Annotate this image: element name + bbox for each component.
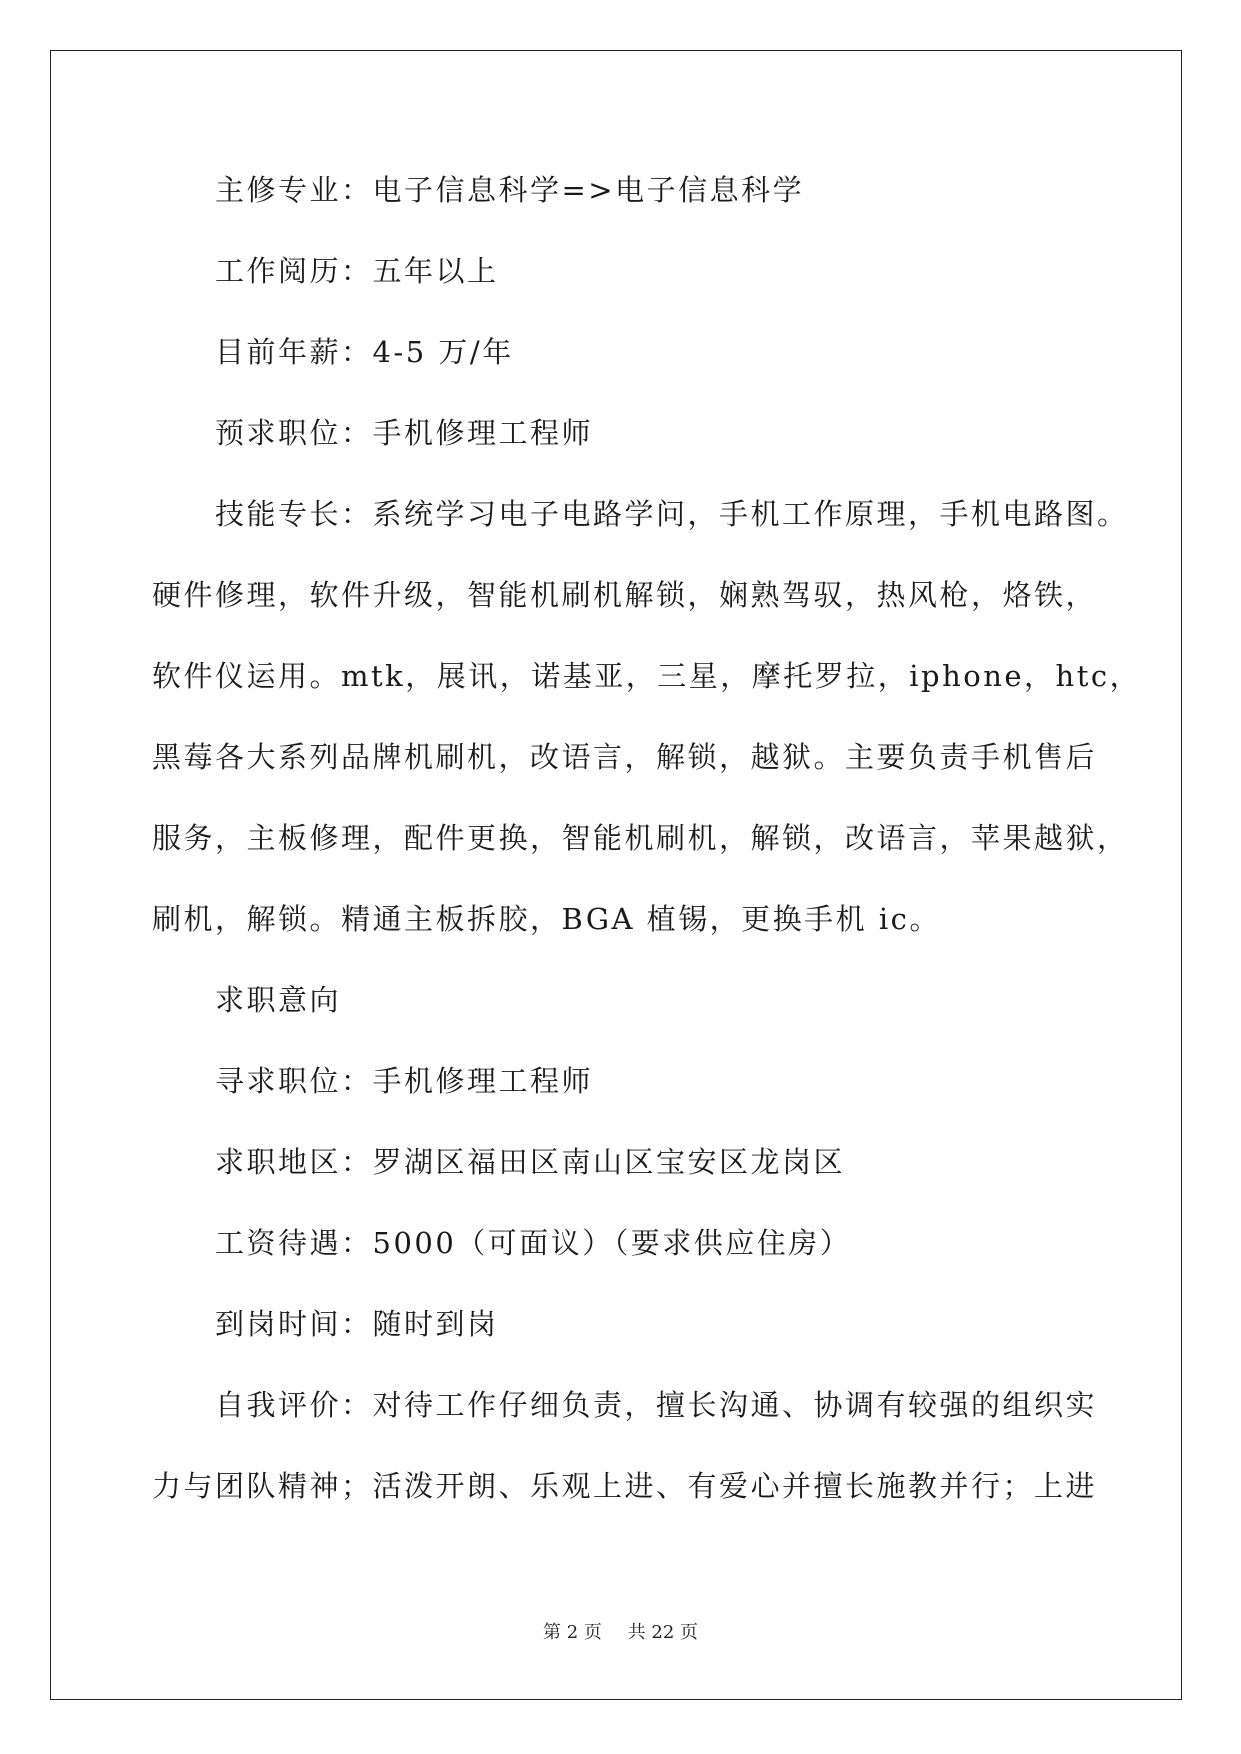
page-number: 第 2 页 (543, 1622, 602, 1643)
paragraph-line: 主修专业：电子信息科学=>电子信息科学 (215, 173, 805, 207)
paragraph-line: 硬件修理，软件升级，智能机刷机解锁，娴熟驾驭，热风枪，烙铁， (152, 578, 1098, 612)
paragraph-line: 黑莓各大系列品牌机刷机，改语言，解锁，越狱。主要负责手机售后 (152, 740, 1098, 774)
paragraph-line: 求职地区：罗湖区福田区南山区宝安区龙岗区 (215, 1145, 846, 1179)
paragraph-line: 自我评价：对待工作仔细负责，擅长沟通、协调有较强的组织实 (215, 1388, 1098, 1422)
page-total: 共 22 页 (627, 1622, 698, 1643)
section-heading: 求职意向 (215, 983, 342, 1017)
page-footer (0, 1618, 1241, 1644)
paragraph-line: 到岗时间：随时到岗 (215, 1307, 499, 1341)
paragraph-line: 寻求职位：手机修理工程师 (215, 1064, 594, 1098)
document-body (152, 170, 1142, 1547)
paragraph-line: 软件仪运用。mtk，展讯，诺基亚，三星，摩托罗拉，iphone，htc， (152, 659, 1142, 693)
paragraph-line: 工资待遇：5000（可面议）（要求供应住房） (215, 1226, 852, 1260)
paragraph-line: 预求职位：手机修理工程师 (215, 416, 594, 450)
paragraph-line: 服务，主板修理，配件更换，智能机刷机，解锁，改语言，苹果越狱， (152, 821, 1129, 855)
paragraph-line: 工作阅历：五年以上 (215, 254, 499, 288)
paragraph-line: 技能专长：系统学习电子电路学问，手机工作原理，手机电路图。 (215, 497, 1129, 531)
paragraph-line: 目前年薪：4-5 万/年 (215, 335, 514, 369)
paragraph-line: 刷机，解锁。精通主板拆胶，BGA 植锡，更换手机 ic。 (152, 902, 941, 936)
paragraph-line: 力与团队精神；活泼开朗、乐观上进、有爱心并擅长施教并行；上进 (152, 1469, 1098, 1503)
